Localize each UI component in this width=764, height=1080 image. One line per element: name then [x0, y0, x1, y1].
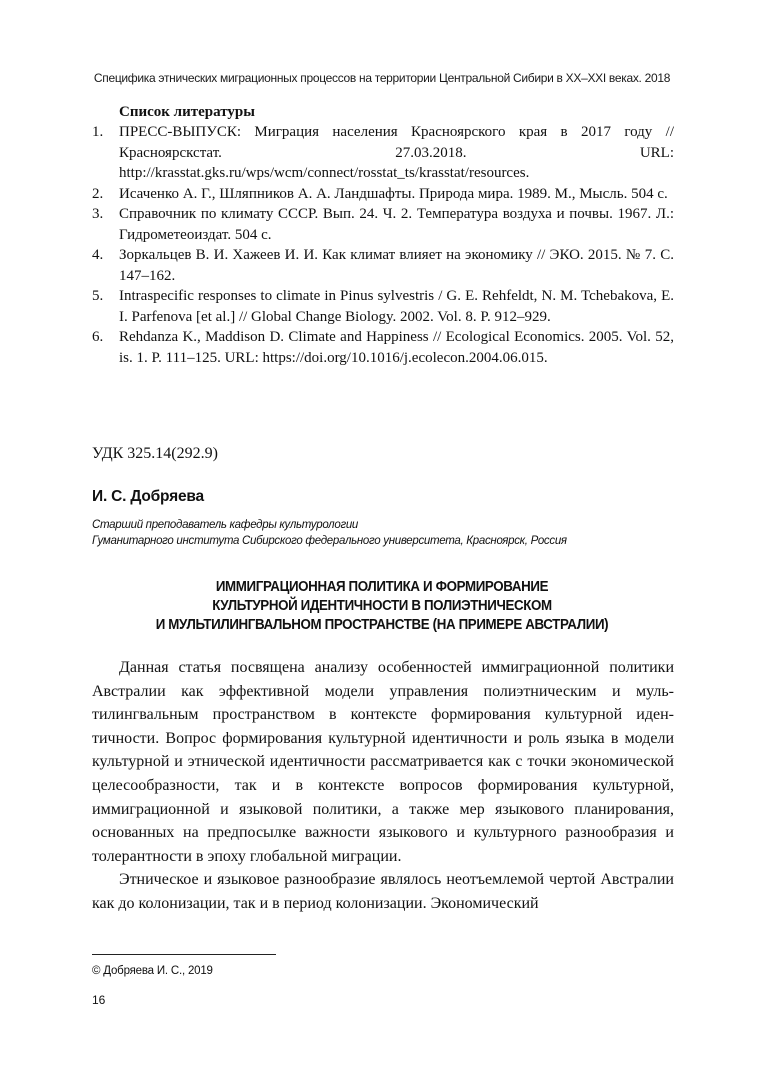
running-header: Специфика этнических миграционных процессов на территории Центральной Сибири в XX–XXI веках. 2018 [93, 71, 671, 85]
reference-text: Справочник по климату СССР. Вып. 24. Ч. 2. Температура воздуха и почвы. 1967. Л.: Гидрометеоиздат. 504 с. [119, 206, 674, 243]
reference-item [92, 327, 674, 368]
article-title-line: КУЛЬТУРНОЙ ИДЕНТИЧНОСТИ В ПОЛИЭТНИЧЕСКОМ [212, 598, 552, 614]
reference-number: 6. [92, 329, 104, 345]
reference-number: 1. [92, 124, 104, 140]
reference-number: 3. [92, 206, 104, 222]
footnote-divider [92, 954, 276, 955]
reference-item [92, 122, 674, 184]
affiliation-line: Гуманитарного института Сибирского федерального университета, Красноярск, Россия [92, 535, 567, 547]
article-title-line: И МУЛЬТИЛИНГВАЛЬНОМ ПРОСТРАНСТВЕ (НА ПРИМЕРЕ АВСТРАЛИИ) [155, 617, 609, 633]
udk-code: УДК 325.14(292.9) [92, 445, 218, 462]
reference-item [92, 204, 674, 245]
reference-item [92, 245, 674, 286]
reference-item [92, 184, 674, 205]
reference-number: 5. [92, 288, 104, 304]
reference-number: 4. [92, 247, 104, 263]
body-paragraph: Этническое и языковое разнообразие являлось неотъемлемой чертой Австралии как до колонизации, так и в период колонизации. Экономический [92, 871, 674, 912]
reference-text: Зоркальцев В. И. Хажеев И. И. Как климат влияет на экономику // ЭКО. 2015. № 7. С. 147–162. [119, 247, 674, 284]
copyright-note: © Добряева И. С., 2019 [92, 965, 213, 977]
reference-text: Исаченко А. Г., Шляпников А. А. Ландшафты. Природа мира. 1989. М., Мысль. 504 с. [119, 185, 668, 202]
reference-item [92, 286, 674, 327]
reference-text: Rehdanza K., Maddison D. Climate and Happiness // Ecological Economics. 2005. Vol. 52, is. 1. P. 111–125. URL: https://doi.org/10.1016/j.ecolecon.2004.06.015. [119, 329, 674, 366]
reference-text: ПРЕСС-ВЫПУСК: Миграция населения Красноярского края в 2017 году // Красноярскстат. 27.03.2018. URL: http://krasstat.gks.ru/wps/wcm/connect/rosstat_ts/krasstat/resources. [119, 124, 674, 181]
body-paragraph: Данная статья посвящена анализу особенностей иммиграционной политики Австралии как эффективной модели управления полиэтническим и мультилингвальным пространством в контексте формирования культурной идентичности. Вопрос формирования культурной идентичности и роль языка в модели культурной и этнической идентичности рассматривается как с точки экономической целесообразности, так и в контексте вопросов формирования культурной, иммиграционной и языковой политики, а также мер языкового планирования, основанных на предпосылке важности языкового и культурного разнообразия и толерантности в эпоху глобальной миграции. [92, 659, 674, 865]
affiliation-line: Старший преподаватель кафедры культурологии [92, 519, 359, 531]
author-name: И. С. Добряева [92, 488, 204, 505]
article-body [92, 656, 674, 916]
references-title: Список литературы [119, 104, 255, 120]
article-title [31, 578, 734, 635]
references-list [92, 122, 674, 368]
author-affiliation [92, 517, 567, 549]
reference-text: Intraspecific responses to climate in Pinus sylvestris / G. E. Rehfeldt, N. M. Tchebakova, E. I. Parfenova [et al.] // Global Change Biology. 2002. Vol. 8. P. 912–929. [119, 288, 674, 325]
page-number: 16 [92, 993, 106, 1007]
article-title-line: ИММИГРАЦИОННАЯ ПОЛИТИКА И ФОРМИРОВАНИЕ [215, 579, 549, 595]
reference-number: 2. [92, 185, 104, 202]
